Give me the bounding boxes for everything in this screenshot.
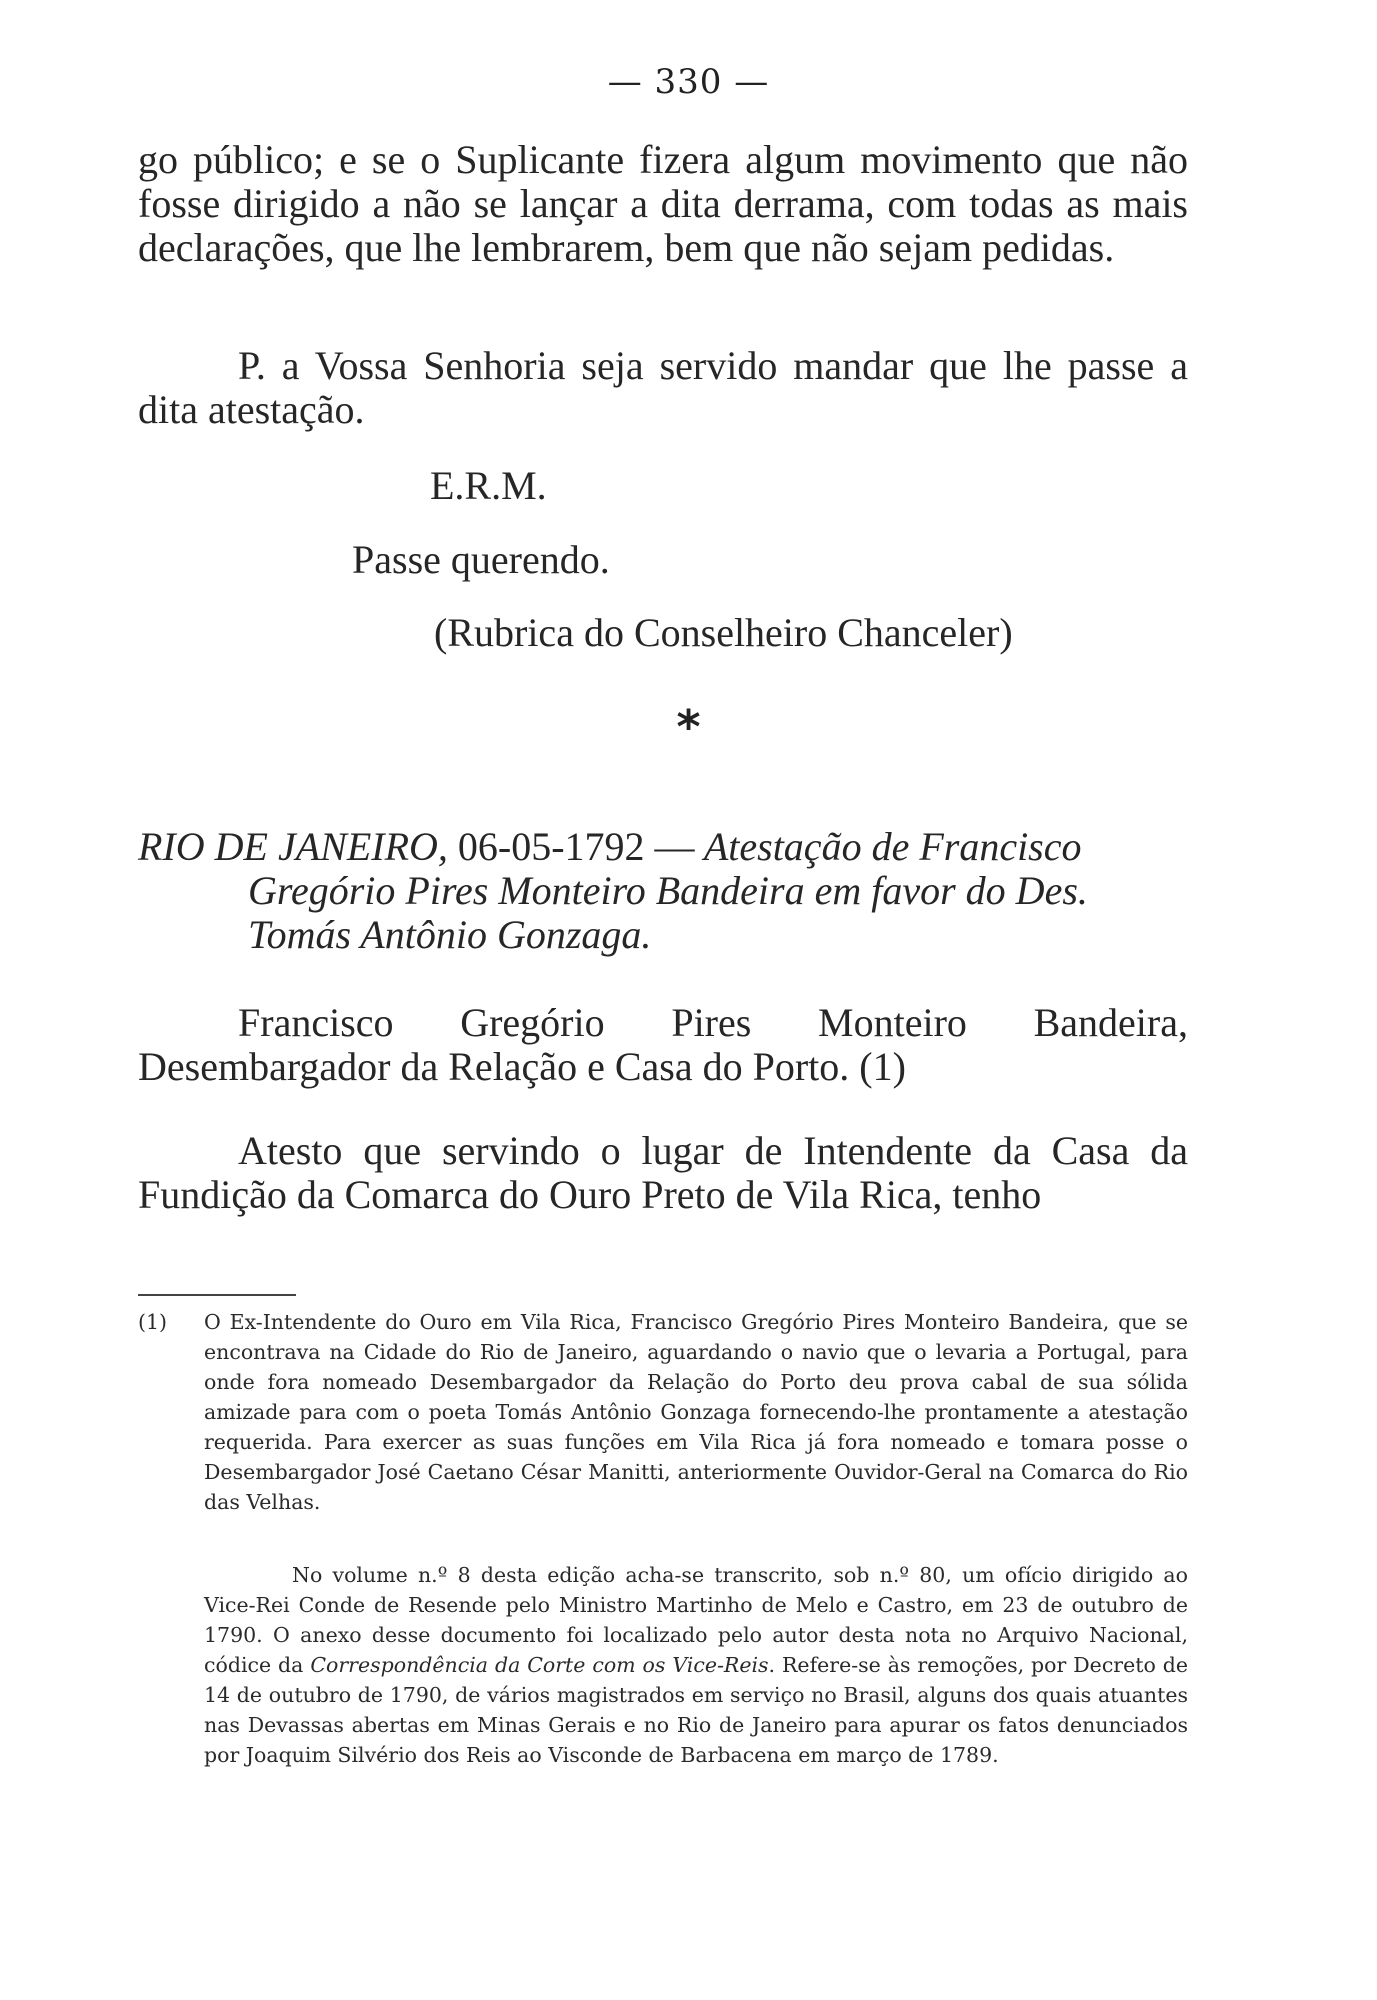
heading-title-line1: Atestação de Francisco [703, 824, 1082, 869]
paragraph-continuation: go público; e se o Suplicante fizera algum movimento que não fosse dirigido a não se lançar a dita derrama, com todas as mais declarações, que lhe lembrarem, bem que não sejam pedidas. [138, 137, 1188, 270]
erm-line: E.R.M. [430, 463, 547, 508]
heading-dash: — [654, 824, 695, 869]
footnote-2-codex-title: Correspondência da Corte com os Vice-Reis [310, 1653, 769, 1677]
section-separator: * [676, 700, 701, 754]
footnote-2-text-b: . Refere-se às remoções, por Decreto de 14 de outubro de 1790, de vários magistrados em serviço no Brasil, alguns dos quais atuantes nas Devassas abertas em Minas Gerais e no Rio de Janeiro para apurar os fatos denunciados por Joaquim Silvério dos Reis ao Visconde de Barbacena em março de 1789. [204, 1653, 1189, 1767]
page-number: — 330 — [607, 62, 770, 102]
footnote-2 [204, 1560, 1188, 1770]
document-body: Atesto que servindo o lugar de Intendente da Casa da Fundição da Comarca do Ouro Preto de Vila Rica, tenho [138, 1128, 1188, 1217]
document-opening: Francisco Gregório Pires Monteiro Bandeira, Desembargador da Relação e Casa do Porto. (1) [138, 1000, 1188, 1089]
heading-title-rest: Gregório Pires Monteiro Bandeira em favor do Des. Tomás Antônio Gonzaga. [248, 868, 1088, 957]
paragraph-petition: P. a Vossa Senhoria seja servido mandar que lhe passe a dita atestação. [138, 343, 1188, 432]
footnote-2-text-a: No volume n.º 8 desta edição acha-se transcrito, sob n.º 80, um ofício dirigido ao Vice-Rei Conde de Resende pelo Ministro Martinho de Melo e Castro, em 23 de outubro de 1790. O anexo desse documento foi localizado pelo autor desta nota no Arquivo Nacional, códice da [204, 1563, 1188, 1677]
heading-date: 06-05-1792 [457, 824, 645, 869]
passe-querendo: Passe querendo. [352, 537, 610, 582]
document-heading [138, 825, 1188, 957]
footnote-1: O Ex-Intendente do Ouro em Vila Rica, Francisco Gregório Pires Monteiro Bandeira, que se encontrava na Cidade do Rio de Janeiro, aguardando o navio que o levaria a Portugal, para onde fora nomeado Desembargador da Relação do Porto deu prova cabal de sua sólida amizade para com o poeta Tomás Antônio Gonzaga fornecendo-lhe prontamente a atestação requerida. Para exercer as suas funções em Vila Rica já fora nomeado e tomara posse o Desembargador José Caetano César Manitti, anteriormente Ouvidor-Geral na Comarca do Rio das Velhas. [204, 1310, 1188, 1514]
footnote-marker: (1) [138, 1310, 168, 1334]
footnote-rule [138, 1294, 296, 1296]
rubrica-line: (Rubrica do Conselheiro Chanceler) [434, 610, 1013, 655]
heading-place: RIO DE JANEIRO, [138, 824, 448, 869]
